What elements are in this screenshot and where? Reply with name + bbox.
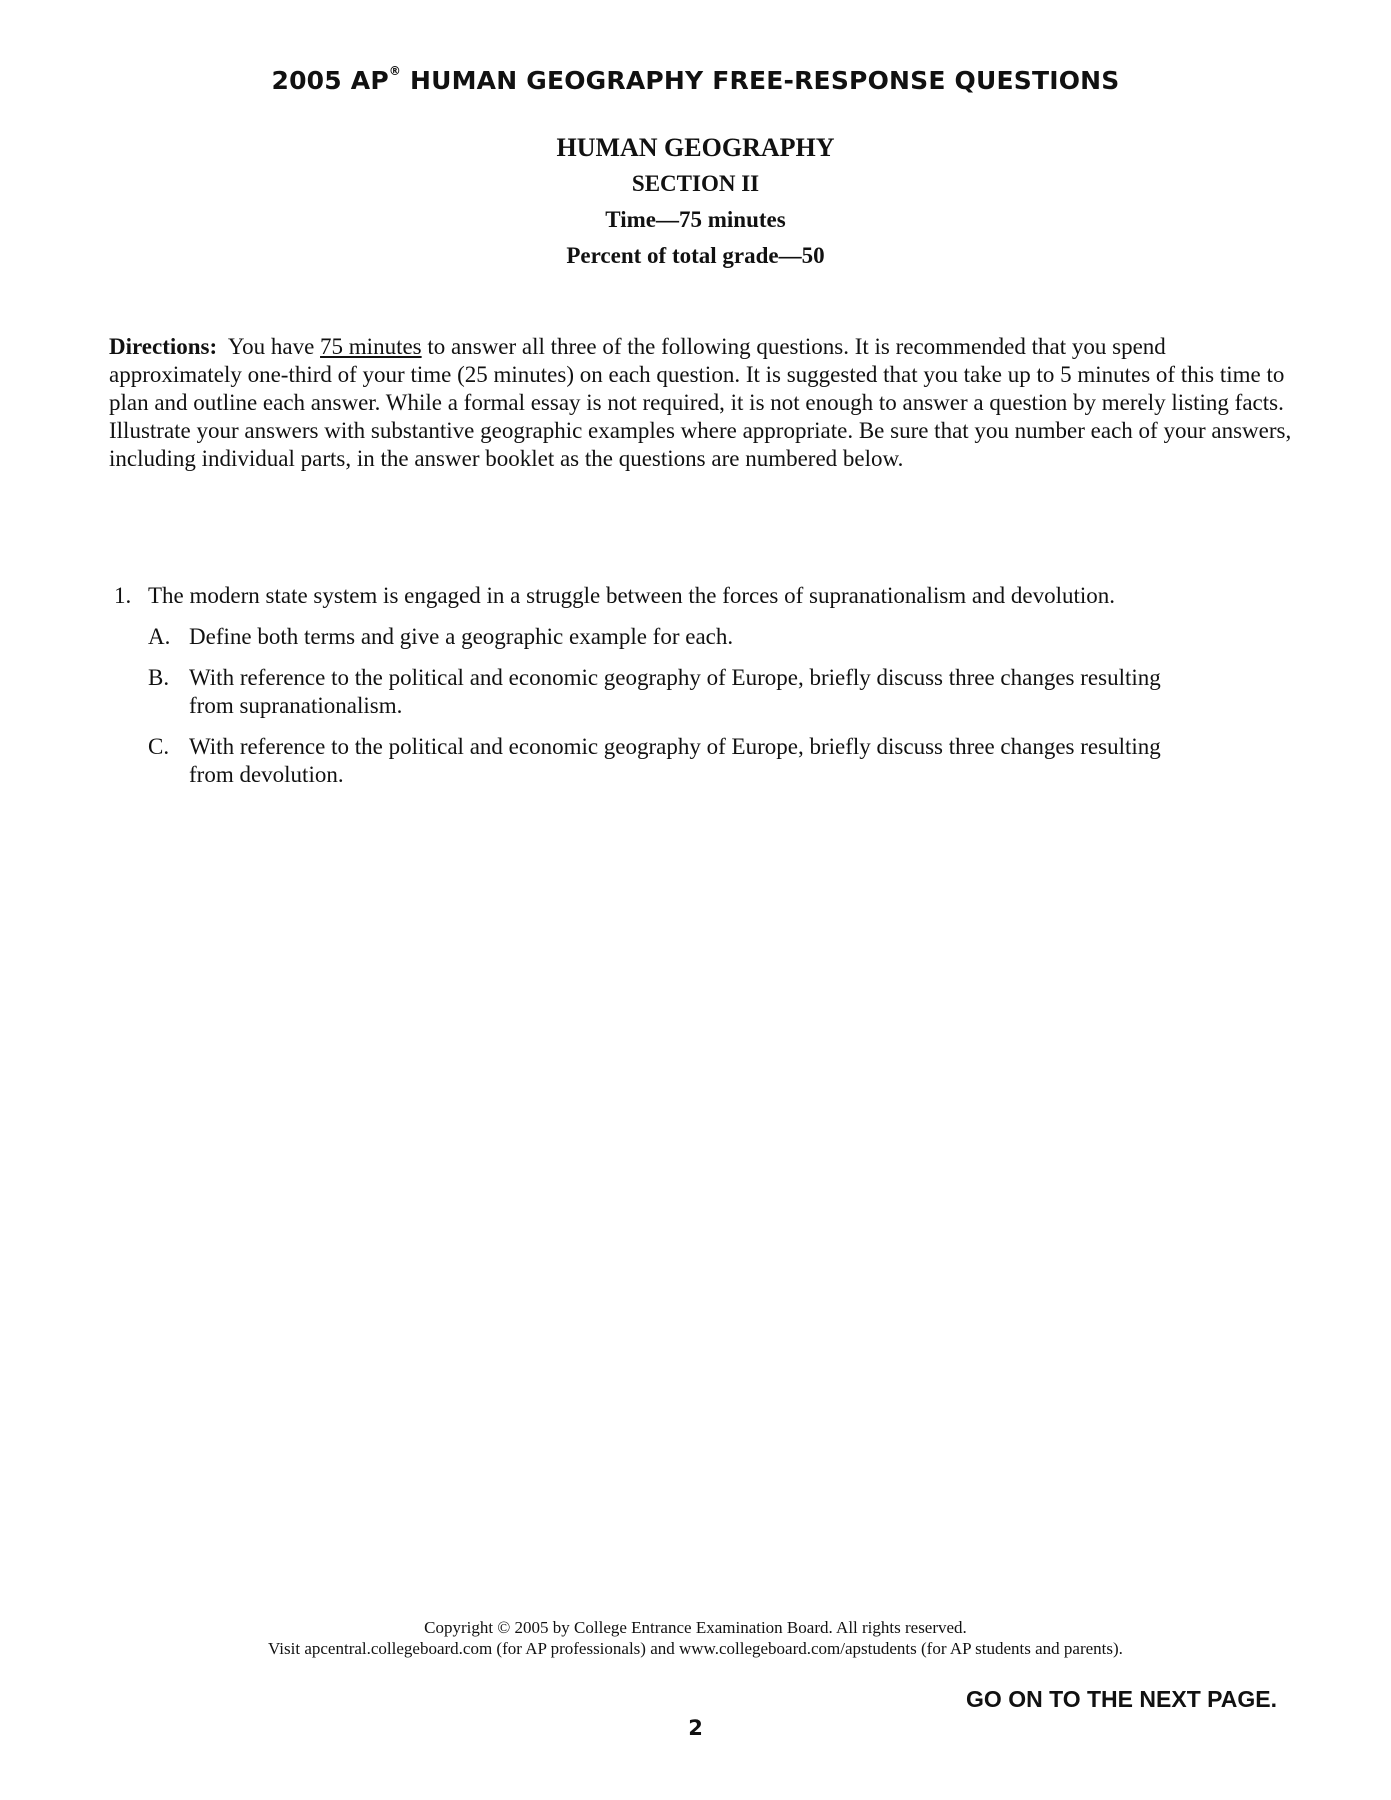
question-stem-text: The modern state system is engaged in a struggle between the forces of supranationalism and devolution. <box>148 583 1116 608</box>
question-1 <box>114 582 1294 802</box>
question-part-c <box>148 733 1294 789</box>
question-number: 1. <box>114 583 132 608</box>
question-part-a <box>148 623 1294 651</box>
part-text: With reference to the political and economic geography of Europe, briefly discuss three changes resulting from devolution. <box>189 734 1161 787</box>
directions-paragraph <box>109 333 1294 473</box>
copyright-notice <box>0 1617 1391 1659</box>
part-letter: C. <box>148 734 170 759</box>
page-header <box>0 66 1391 95</box>
header-title-prefix: 2005 AP <box>271 66 389 95</box>
directions-time-emphasis: 75 minutes <box>320 334 422 359</box>
copyright-line: Copyright © 2005 by College Entrance Examination Board. All rights reserved. <box>424 1618 967 1637</box>
directions-text-before: You have <box>217 334 321 359</box>
part-letter: B. <box>148 665 170 690</box>
question-parts <box>114 623 1294 789</box>
page-number: 2 <box>688 1716 703 1740</box>
question-stem <box>114 582 1294 610</box>
question-part-b <box>148 664 1294 720</box>
section-name: SECTION II <box>631 171 760 196</box>
section-percent: Percent of total grade—50 <box>566 243 825 268</box>
next-page-notice: GO ON TO THE NEXT PAGE. <box>966 1686 1277 1712</box>
part-text: With reference to the political and economic geography of Europe, briefly discuss three changes resulting from supranationalism. <box>189 665 1161 718</box>
part-text: Define both terms and give a geographic example for each. <box>189 624 734 649</box>
directions-label: Directions: <box>109 334 218 359</box>
registered-mark: ® <box>388 64 402 78</box>
section-subject: HUMAN GEOGRAPHY <box>556 133 835 162</box>
section-info <box>0 130 1391 274</box>
directions-text-after: to answer all three of the following questions. It is recommended that you spend approximately one-third of your time (25 minutes) on each question. It is suggested that you take up to 5 minutes of this time to plan and outline each answer. While a formal essay is not required, it is not enough to answer a question by merely listing facts. Illustrate your answers with substantive geographic examples where appropriate. Be sure that you number each of your answers, including individual parts, in the answer booklet as the questions are numbered below. <box>109 334 1292 471</box>
visit-line: Visit apcentral.collegeboard.com (for AP professionals) and www.collegeboard.com/apstudents (for AP students and parents). <box>268 1639 1123 1658</box>
section-time: Time—75 minutes <box>605 207 786 232</box>
header-title-suffix: HUMAN GEOGRAPHY FREE-RESPONSE QUESTIONS <box>401 66 1120 95</box>
part-letter: A. <box>148 624 171 649</box>
